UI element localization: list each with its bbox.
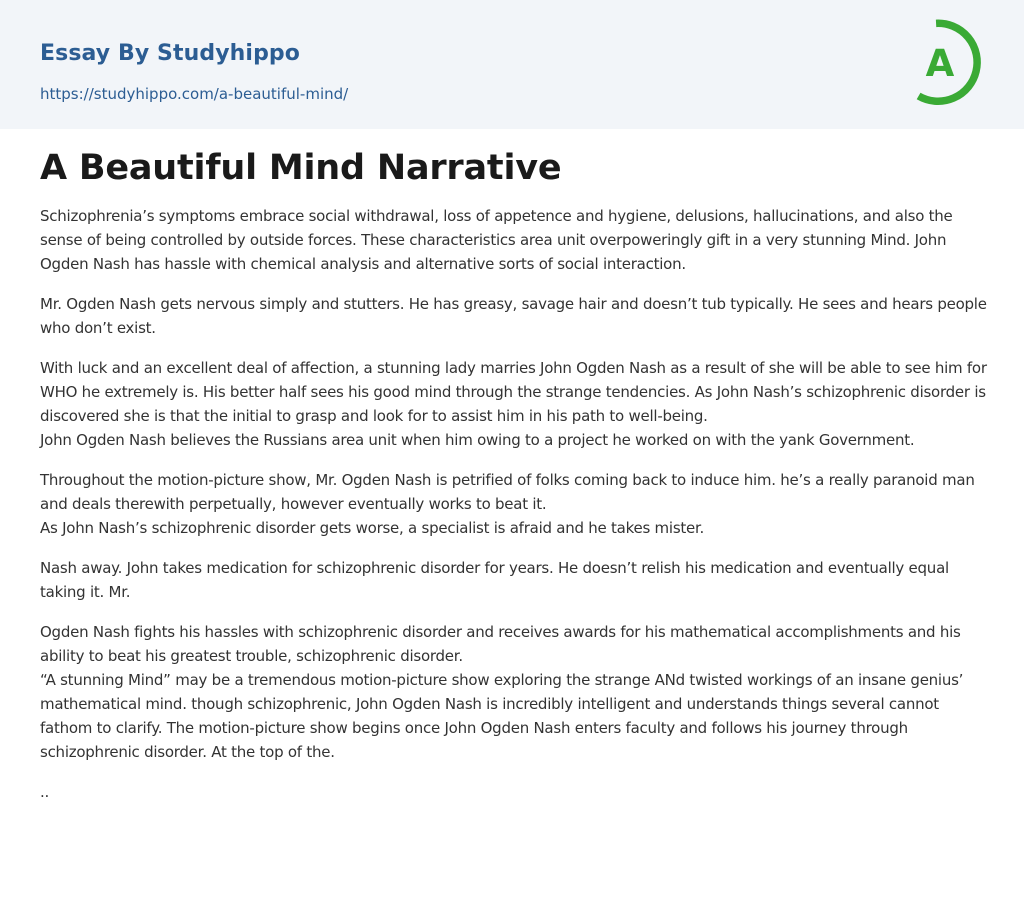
paragraph-text: .. bbox=[40, 783, 50, 801]
paragraph-text: Nash away. John takes medication for schizophrenic disorder for years. He doesn’t relish his medication and eventually equal taking it. Mr. bbox=[40, 559, 949, 601]
article bbox=[40, 146, 988, 820]
paragraph-text: John Ogden Nash believes the Russians area unit when him owing to a project he worked on with the yank Government. bbox=[40, 431, 915, 449]
studyhippo-logo-icon[interactable] bbox=[912, 18, 988, 106]
paragraph-text: Mr. Ogden Nash gets nervous simply and stutters. He has greasy, savage hair and doesn’t tub typically. He sees and hears people who don’t exist. bbox=[40, 295, 987, 337]
paragraph bbox=[40, 556, 988, 604]
brand-title[interactable]: Essay By Studyhippo bbox=[40, 41, 300, 66]
paragraph bbox=[40, 620, 988, 764]
paragraph bbox=[40, 204, 988, 276]
paragraph-text: With luck and an excellent deal of affection, a stunning lady marries John Ogden Nash as a result of she will be able to see him for WHO he extremely is. His better half sees his good mind through the strange tendencies. As John Nash’s schizophrenic disorder is discovered she is that the initial to grasp and look for to assist him in his path to well-being. bbox=[40, 359, 987, 425]
paragraph bbox=[40, 356, 988, 452]
logo-letter: A bbox=[925, 42, 955, 85]
page-title: A Beautiful Mind Narrative bbox=[40, 148, 562, 188]
paragraph bbox=[40, 292, 988, 340]
paragraph-text: “A stunning Mind” may be a tremendous motion-picture show exploring the strange ANd twisted workings of an insane genius’ mathematical mind. though schizophrenic, John Ogden Nash is incredibly intelligent and understands things several cannot fathom to clarify. The motion-picture show begins once John Ogden Nash enters faculty and follows his journey through schizophrenic disorder. At the top of the. bbox=[40, 671, 964, 761]
site-header bbox=[0, 0, 1024, 129]
paragraph-text: As John Nash’s schizophrenic disorder gets worse, a specialist is afraid and he takes mister. bbox=[40, 519, 705, 537]
paragraph-text: Schizophrenia’s symptoms embrace social withdrawal, loss of appetence and hygiene, delusions, hallucinations, and also the sense of being controlled by outside forces. These characteristics area unit overpoweringly gift in a very stunning Mind. John Ogden Nash has hassle with chemical analysis and alternative sorts of social interaction. bbox=[40, 207, 953, 273]
paragraph-text: Throughout the motion-picture show, Mr. Ogden Nash is petrified of folks coming back to induce him. he’s a really paranoid man and deals therewith perpetually, however eventually works to beat it. bbox=[40, 471, 975, 513]
paragraph-text: Ogden Nash fights his hassles with schizophrenic disorder and receives awards for his mathematical accomplishments and his ability to beat his greatest trouble, schizophrenic disorder. bbox=[40, 623, 961, 665]
paragraph bbox=[40, 780, 988, 804]
source-url-link[interactable]: https://studyhippo.com/a-beautiful-mind/ bbox=[40, 85, 349, 103]
paragraph bbox=[40, 468, 988, 540]
